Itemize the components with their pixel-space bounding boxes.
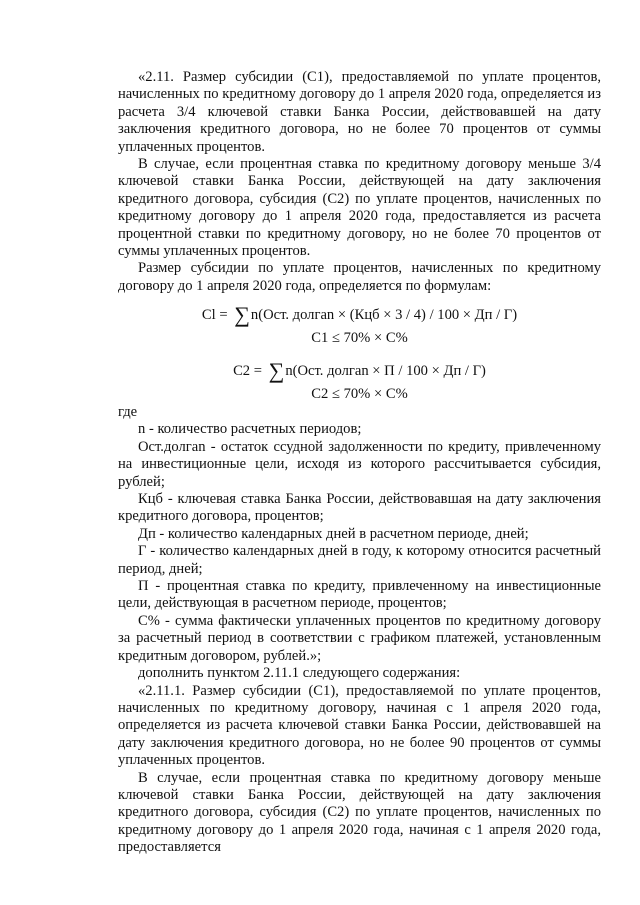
formula-c2-left: С2 = (233, 363, 266, 379)
formula-c2 (118, 358, 601, 383)
definition-kcb: Кцб - ключевая ставка Банка России, действовавшая на дату заключения кредитного договора, процентов; (118, 491, 601, 525)
paragraph-c2-case: В случае, если процентная ставка по кредитному договору меньше 3/4 ключевой ставки Банка России, действующей на дату заключения кредитного договора, субсидия (С2) по уплате процентов, начисленных по кредитному договору до 1 апреля 2020 года, предоставляется из расчета процентной ставки по кредитному договору, но не более 70 процентов от суммы уплаченных процентов. (118, 156, 601, 260)
formula-c2-constraint (118, 386, 601, 403)
paragraph-formulas-intro: Размер субсидии по уплате процентов, начисленных по кредитному договору до 1 апреля 2020 года, определяется по формулам: (118, 260, 601, 294)
paragraph-c2-case-2: В случае, если процентная ставка по кредитному договору меньше ключевой ставки Банка России, действующей на дату заключения кредитного договора, субсидия (С2) по уплате процентов, начисленных по кредитному договору до 1 апреля 2020 года, начиная с 1 апреля 2020 года, предоставляется (118, 769, 601, 856)
definition-dp: Дп - количество календарных дней в расчетном периоде, дней; (138, 525, 529, 542)
formula-c2-right: n(Ост. долгаn × П / 100 × Дп / Г) (285, 363, 486, 379)
paragraph-2-11-1: «2.11.1. Размер субсидии (С1), предоставляемой по уплате процентов, начисленных по кредитному договору, начиная с 1 апреля 2020 года, определяется из расчета ключевой ставки Банка России, действовавшей на дату заключения кредитного договора, но не более 90 процентов от суммы уплаченных процентов. (118, 682, 601, 769)
paragraph-add-2-11-1: дополнить пунктом 2.11.1 следующего содержания: (138, 665, 461, 682)
definitions (118, 404, 601, 857)
formula-c2-constraint-text: С2 ≤ 70% × С% (311, 386, 408, 402)
definition-g: Г - количество календарных дней в году, к которому относится расчетный период, дней; (118, 543, 601, 577)
definition-p: П - процентная ставка по кредиту, привлеченному на инвестиционные цели, действующая в расчетном периоде, процентов; (118, 578, 601, 612)
formula-c1-constraint (118, 330, 601, 347)
paragraphs-top (118, 69, 601, 295)
sum-sigma-icon: ∑ (268, 358, 285, 383)
formula-c1-constraint-text: С1 ≤ 70% × С% (311, 330, 408, 346)
formula-c1-left: Cl = (201, 307, 232, 323)
formula-c1 (118, 302, 601, 327)
formula-c1-right: n(Ост. долгаn × (Кцб × 3 / 4) / 100 × Дп / Г) (250, 307, 518, 323)
definition-ost: Ост.долгаn - остаток ссудной задолженности по кредиту, привлеченному на инвестиционные цели, исходя из которого рассчитывается субсидия, рублей; (118, 438, 601, 490)
paragraph-2-11: «2.11. Размер субсидии (С1), предоставляемой по уплате процентов, начисленных по кредитному договору до 1 апреля 2020 года, определяется из расчета 3/4 ключевой ставки Банка России, действовавшей на дату заключения кредитного договора, но не более 70 процентов от суммы уплаченных процентов. (118, 69, 601, 155)
sum-sigma-icon: ∑ (234, 302, 250, 327)
definition-cpct: С% - сумма фактически уплаченных процентов по кредитному договору за расчетный период в соответствии с графиком платежей, установленным кредитным договором, рублей.»; (118, 612, 601, 664)
definition-where: где (118, 404, 138, 420)
definition-n: n - количество расчетных периодов; (138, 421, 362, 438)
